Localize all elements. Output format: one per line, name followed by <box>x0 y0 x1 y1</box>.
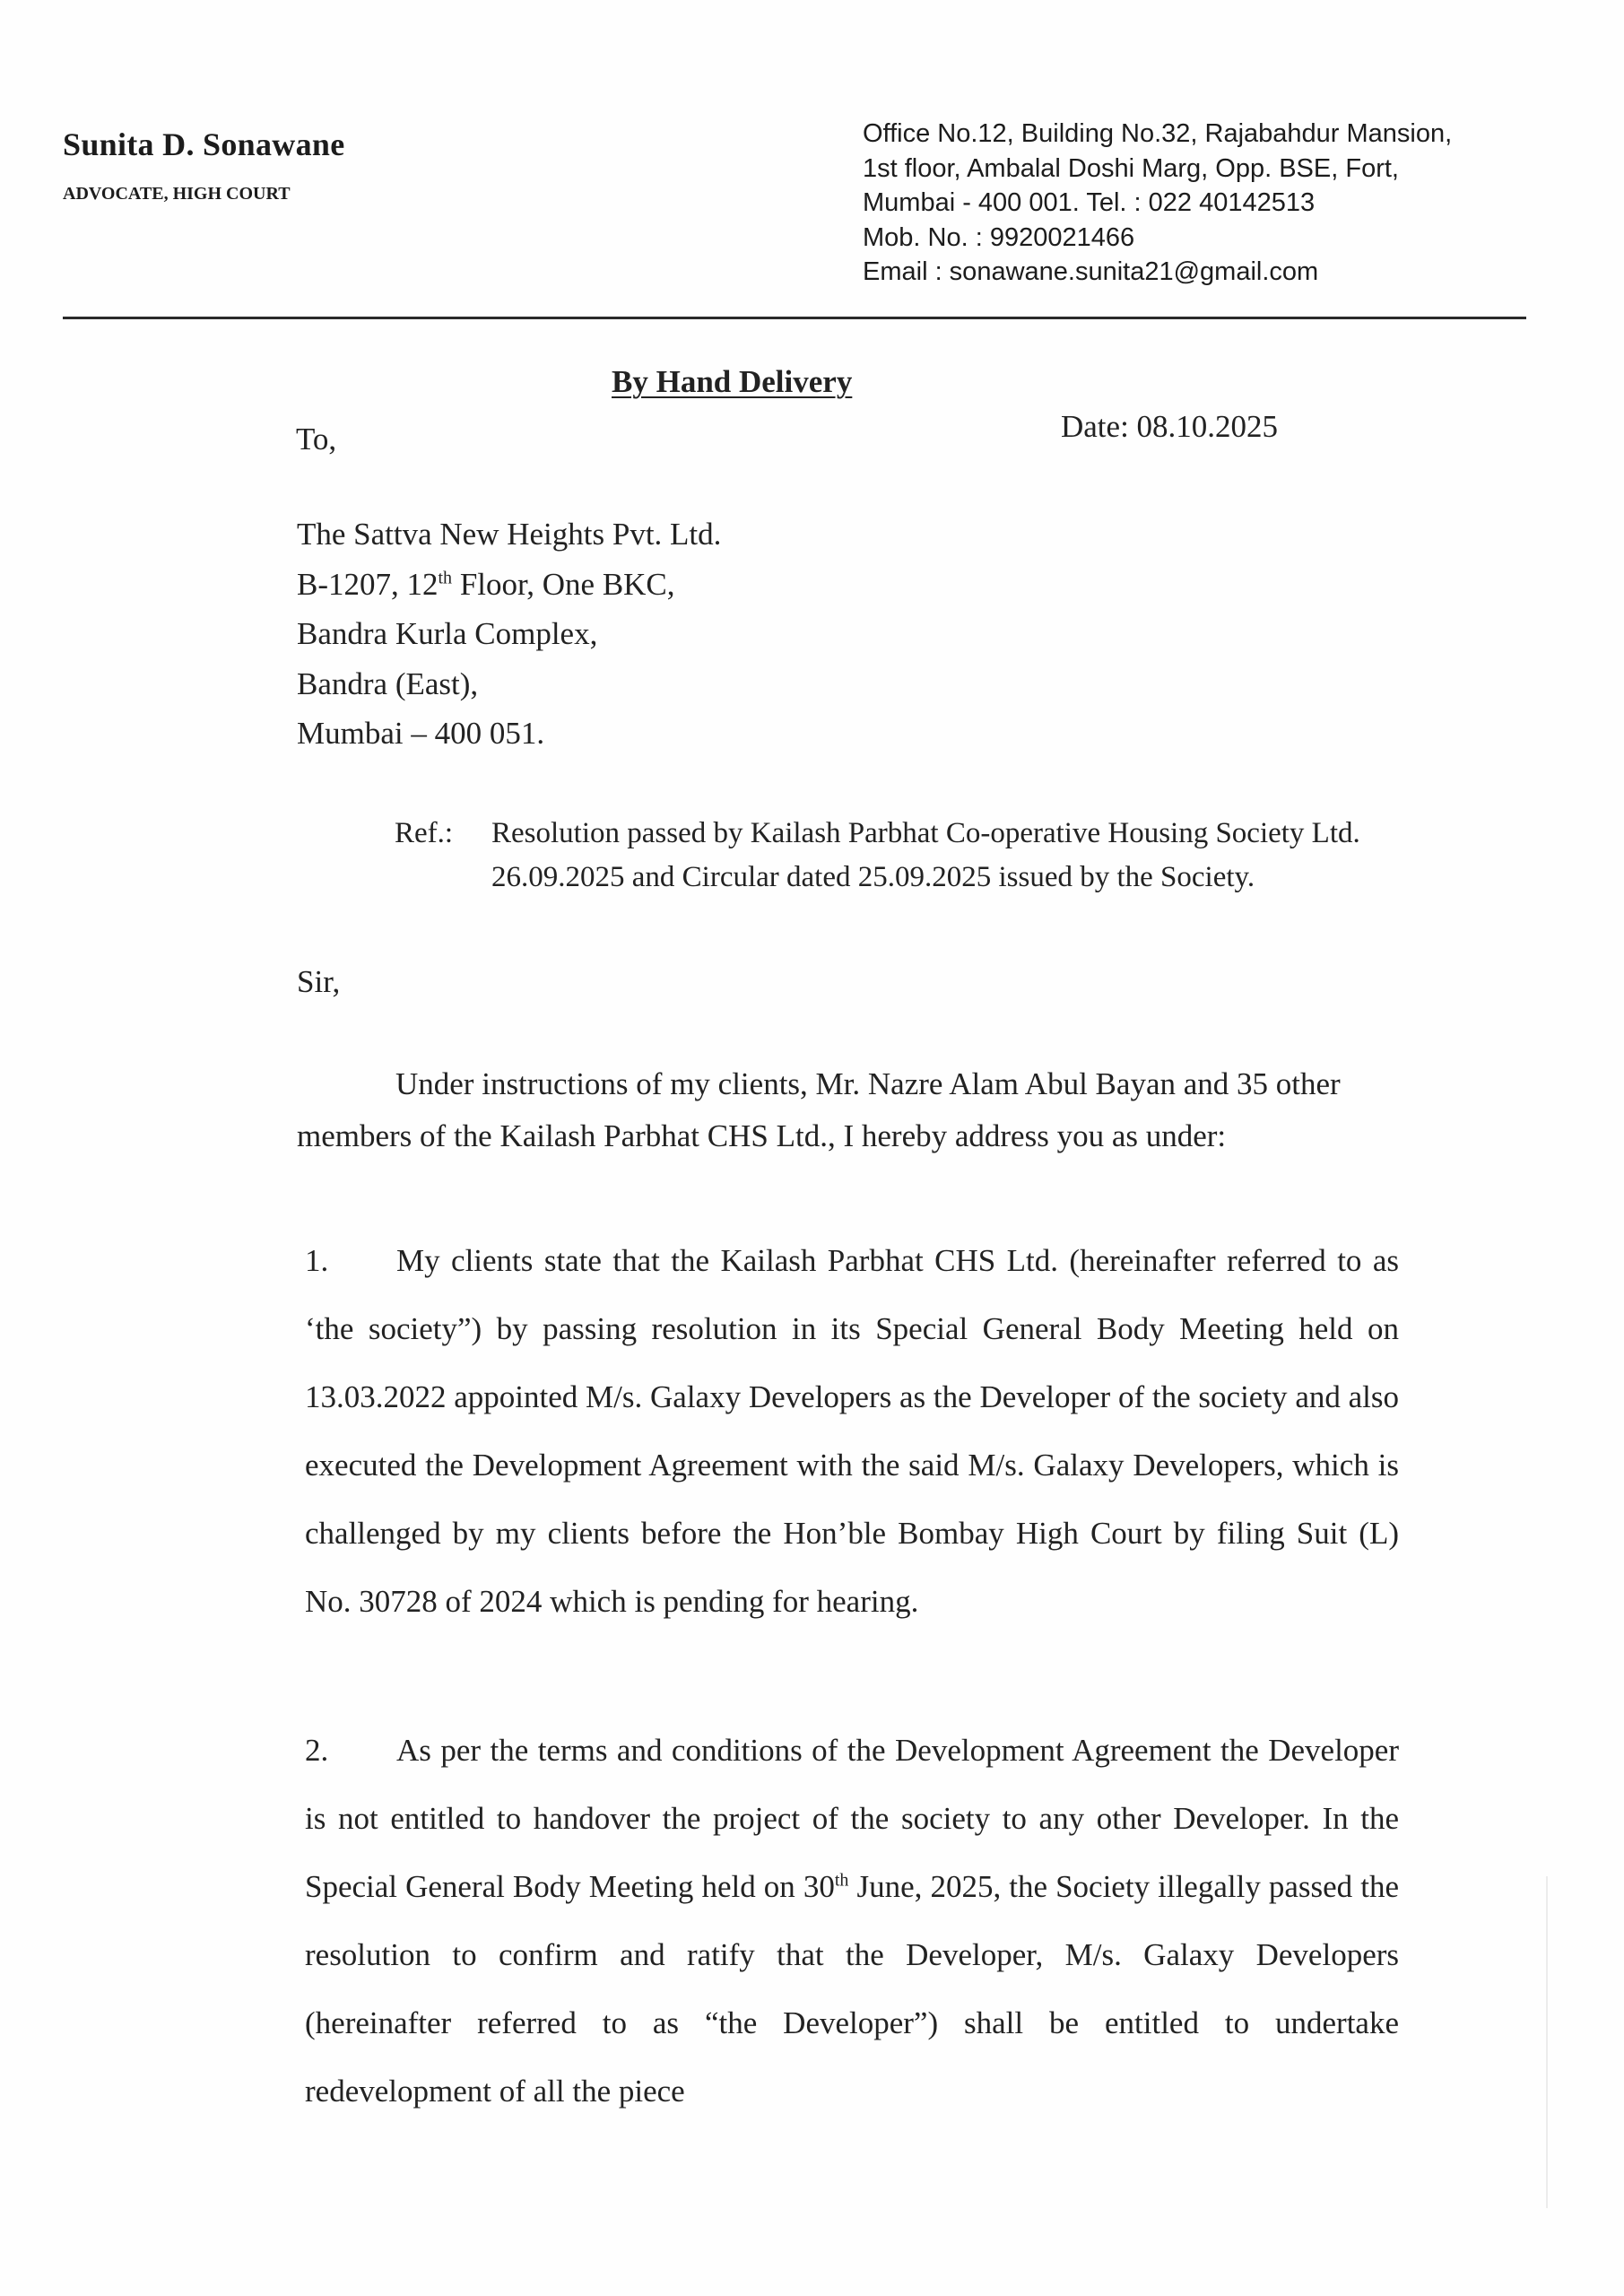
addressee-line: Bandra (East), <box>297 665 479 701</box>
advocate-title: ADVOCATE, HIGH COURT <box>63 184 291 204</box>
reference-block <box>395 812 1388 900</box>
delivery-mode-heading: By Hand Delivery <box>612 364 853 399</box>
addressee-line: B-1207, 12th Floor, One BKC, <box>297 566 675 602</box>
advocate-name: Sunita D. Sonawane <box>63 126 345 162</box>
reference-label: Ref.: <box>395 817 454 849</box>
paragraph-1 <box>305 1227 1399 1636</box>
addressee-block <box>297 509 721 759</box>
salutation: Sir, <box>297 964 341 999</box>
addressee-line: Bandra Kurla Complex, <box>297 616 598 651</box>
to-label: To, <box>296 422 337 457</box>
reference-text: Resolution passed by Kailash Parbhat Co-operative Housing Society Ltd. 26.09.2025 and Circular dated 25.09.2025 issued by the Society. <box>491 817 1360 893</box>
paragraph-2: 2. As per the terms and conditions of the Development Agreement the Developer is not entitled to handover the project of the society to any other Developer. In the Special General Body Meeting held on 30th June, 2025, the Society illegally passed the resolution to confirm and ratify that the Developer, M/s. Galaxy Developers (hereinafter referred to as “the Developer”) shall be entitled to undertake redevelopment of all the piece <box>305 1717 1399 2126</box>
email-line: Email : sonawane.sunita21@gmail.com <box>863 257 1319 286</box>
address-line: Mumbai - 400 001. Tel. : 022 40142513 <box>863 188 1316 217</box>
letterhead-divider <box>63 317 1526 319</box>
paragraph-number: 2. <box>305 1733 329 1768</box>
intro-paragraph: Under instructions of my clients, Mr. Nazre Alam Abul Bayan and 35 other members of the Kailash Parbhat CHS Ltd., I hereby address you as under: <box>297 1066 1341 1153</box>
address-line: Office No.12, Building No.32, Rajabahdur Mansion, <box>863 119 1453 148</box>
scan-artifact-line <box>1546 1876 1548 2208</box>
mobile-line: Mob. No. : 9920021466 <box>863 222 1135 252</box>
letter-date: Date: 08.10.2025 <box>1061 409 1279 444</box>
addressee-company: The Sattva New Heights Pvt. Ltd. <box>297 517 722 552</box>
addressee-line: Mumbai – 400 051. <box>297 716 545 751</box>
address-line: 1st floor, Ambalal Doshi Marg, Opp. BSE, Fort, <box>863 153 1399 183</box>
letterhead-address <box>863 117 1452 290</box>
paragraph-number: 1. <box>305 1243 329 1278</box>
paragraph-text: My clients state that the Kailash Parbhat CHS Ltd. (hereinafter referred to as ‘the society”) by passing resolution in its Special General Body Meeting held on 13.03.2022 appointed M/s. Galaxy Developers as the Developer of the society and also executed the Development Agreement with the said M/s. Galaxy Developers, which is challenged by my clients before the Hon’ble Bombay High Court by filing Suit (L) No. 30728 of 2024 which is pending for hearing. <box>305 1243 1399 1619</box>
